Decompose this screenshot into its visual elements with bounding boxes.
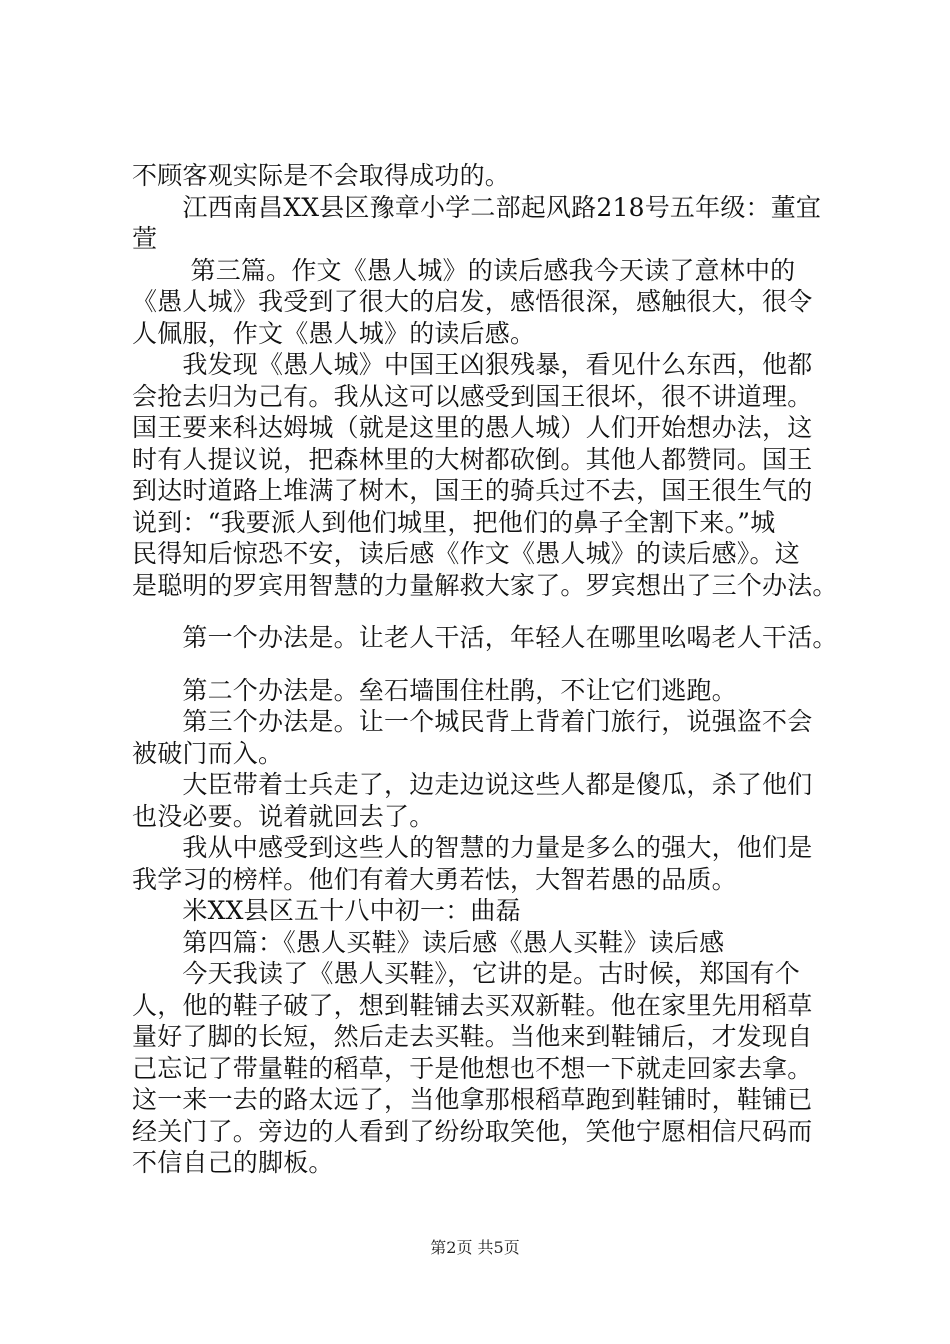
text-line: 民得知后惊恐不安，读后感《作文《愚人城》的读后感》。这 [132, 539, 800, 568]
text-line: 第二个办法是。垒石墙围住杜鹃，不让它们逃跑。 [132, 675, 737, 705]
text-line: 经关门了。旁边的人看到了纷纷取笑他，笑他宁愿相信尺码而 [132, 1116, 813, 1146]
text-line: 我发现《愚人城》中国王凶狠残暴，看见什么东西，他都 [132, 350, 813, 379]
text-line: 《愚人城》我受到了很大的启发，感悟很深，感触很大，很令 [132, 287, 813, 316]
text-line: 江西南昌XX县区豫章小学二部起风路218号五年级：董宜 [132, 192, 822, 222]
text-line: 不顾客观实际是不会取得成功的。 [132, 161, 511, 190]
text-line: 到达时道路上堆满了树木，国王的骑兵过不去，国王很生气的 [132, 476, 813, 505]
text-line: 第四篇：《愚人买鞋》读后感《愚人买鞋》读后感 [132, 927, 725, 957]
text-line: 是聪明的罗宾用智慧的力量解救大家了。罗宾想出了三个办法。 [132, 570, 838, 600]
text-line: 会抢去归为己有。我从这可以感受到国王很坏，很不讲道理。 [132, 381, 813, 411]
body-text [132, 160, 852, 1179]
text-line: 第三篇。作文《愚人城》的读后感我今天读了意林中的 [132, 255, 796, 285]
text-line: 国王要来科达姆城（就是这里的愚人城）人们开始想办法，这 [132, 413, 813, 442]
page-footer [0, 1238, 950, 1258]
text-line: 量好了脚的长短，然后走去买鞋。当他来到鞋铺后，才发现自 [132, 1022, 813, 1051]
text-line: 说到：“我要派人到他们城里，把他们的鼻子全割下来。”城 [132, 507, 776, 537]
text-line: 米XX县区五十八中初一：曲磊 [132, 896, 521, 925]
text-line: 不信自己的脚板。 [132, 1148, 334, 1177]
text-line: 被破门而入。 [132, 738, 284, 768]
page-indicator: 第2页 共5页 [430, 1238, 520, 1257]
text-line: 今天我读了《愚人买鞋》，它讲的是。古时候，郑国有个 [132, 959, 800, 988]
paragraph-gap [132, 601, 852, 622]
text-line: 第三个办法是。让一个城民背上背着门旅行，说强盗不会 [132, 707, 813, 736]
text-line: 人佩服，作文《愚人城》的读后感。 [132, 318, 536, 348]
text-line: 我从中感受到这些人的智慧的力量是多么的强大，他们是 [132, 833, 813, 862]
text-line: 大臣带着士兵走了，边走边说这些人都是傻瓜，杀了他们 [132, 770, 813, 799]
text-line: 己忘记了带量鞋的稻草，于是他想也不想一下就走回家去拿。 [132, 1053, 813, 1083]
text-line: 人，他的鞋子破了，想到鞋铺去买双新鞋。他在家里先用稻草 [132, 990, 813, 1020]
paragraph-gap [132, 654, 852, 675]
text-line: 时有人提议说，把森林里的大树都砍倒。其他人都赞同。国王 [132, 444, 813, 474]
text-line: 萱 [132, 224, 158, 253]
text-line: 也没必要。说着就回去了。 [132, 801, 435, 831]
text-line: 我学习的榜样。他们有着大勇若怯，大智若愚的品质。 [132, 864, 737, 894]
text-line: 第一个办法是。让老人干活，年轻人在哪里吆喝老人干活。 [132, 623, 838, 652]
text-line: 这一来一去的路太远了，当他拿那根稻草跑到鞋铺时，鞋铺已 [132, 1085, 813, 1114]
